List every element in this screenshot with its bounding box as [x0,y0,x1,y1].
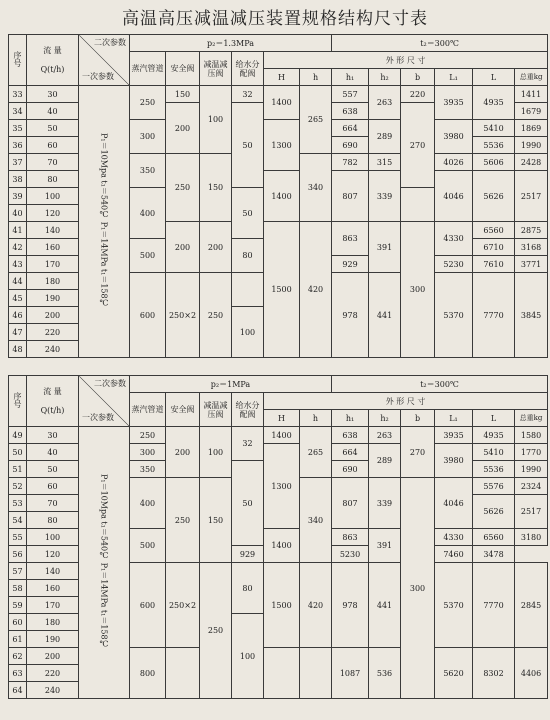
flow-cell: 50 [27,120,79,137]
L1-cell: 4046 [435,478,473,529]
feedwater-valve-cell: 50 [232,103,264,188]
H-cell: 1400 [264,427,300,444]
safety-valve-header: 安全阀 [166,393,200,427]
seq-cell: 57 [9,563,27,580]
flow-cell: 30 [27,86,79,103]
b-cell: 270 [401,427,435,478]
L-cell: 5536 [473,137,515,154]
seq-cell: 45 [9,290,27,307]
seq-cell: 35 [9,120,27,137]
L1-cell: 3935 [435,427,473,444]
h-cell: 340 [300,478,332,563]
feedwater-valve-cell: 80 [232,563,264,614]
h1-cell: 557 [332,86,369,103]
h1-cell: 807 [332,171,369,222]
primary-params-cell: P₁＝10Mpa t₁＝540℃ P₁＝14MPa t₁＝158℃ [79,86,130,358]
seq-cell: 40 [9,205,27,222]
seq-cell: 34 [9,103,27,120]
seq-cell: 59 [9,597,27,614]
h2-header: h₂ [369,69,401,86]
L-cell: 4935 [473,86,515,120]
seq-cell: 60 [9,614,27,631]
L-cell: 5536 [473,461,515,478]
h1-cell: 638 [332,103,369,120]
steam-pipe-cell: 350 [130,461,166,478]
L1-cell: 4330 [435,529,473,546]
weight-cell: 1411 [515,86,548,103]
outline-dims-header: 外 形 尺 寸 [264,52,548,69]
weight-header: 总重kg [515,69,548,86]
L-cell: 5626 [473,171,515,222]
L-cell: 4935 [473,427,515,444]
seq-cell: 64 [9,682,27,699]
flow-cell: 170 [27,256,79,273]
weight-cell: 2875 [515,222,548,239]
L-cell: 5606 [473,154,515,171]
L-cell: 7770 [473,273,515,358]
b-header: b [401,410,435,427]
steam-pipe-cell: 600 [130,273,166,358]
seq-cell: 62 [9,648,27,665]
h1-cell: 1087 [332,648,369,699]
p2-condition: p₂＝1.3MPa [130,35,332,52]
seq-cell: 41 [9,222,27,239]
L-cell: 5576 [473,478,515,495]
weight-cell: 2517 [515,171,548,222]
weight-cell: 2324 [515,478,548,495]
steam-pipe-header: 蒸汽管道 [130,393,166,427]
weight-cell: 2845 [515,563,548,648]
flow-cell: 80 [27,171,79,188]
flow-cell: 180 [27,273,79,290]
page-title: 高温高压减温减压装置规格结构尺寸表 [122,9,428,29]
H-header: H [264,410,300,427]
reducing-valve-header: 减温减压阀 [200,52,232,86]
flow-cell: 220 [27,665,79,682]
params-diagonal-header: 二次参数 一次参数 [79,376,130,427]
flow-cell: 190 [27,631,79,648]
seq-cell: 52 [9,478,27,495]
L-cell: 7460 [435,546,473,563]
weight-cell: 1679 [515,103,548,120]
h2-cell: 441 [369,563,401,648]
steam-pipe-cell: 300 [130,444,166,461]
h1-cell: 690 [332,461,369,478]
H-cell: 1300 [264,120,300,171]
seq-cell: 48 [9,341,27,358]
flow-cell: 100 [27,188,79,205]
L1-cell: 5230 [435,256,473,273]
h1-cell: 638 [332,427,369,444]
seq-cell: 46 [9,307,27,324]
feedwater-valve-cell: 50 [232,188,264,239]
seq-cell: 38 [9,171,27,188]
b-header: b [401,69,435,86]
L1-cell: 3980 [435,444,473,478]
weight-cell: 3771 [515,256,548,273]
H-header: H [264,69,300,86]
flow-cell: 70 [27,495,79,512]
L1-cell: 5620 [435,648,473,699]
h1-cell: 807 [332,478,369,529]
flow-header: 流 量 Q(t/h) [27,35,79,86]
flow-cell: 200 [27,307,79,324]
L1-cell: 3980 [435,120,473,154]
seq-header: 序号 [9,376,27,427]
steam-pipe-cell: 400 [130,188,166,239]
flow-cell: 40 [27,103,79,120]
flow-cell: 60 [27,478,79,495]
h2-cell: 536 [369,648,401,699]
flow-cell: 140 [27,563,79,580]
L1-cell: 4046 [435,171,473,222]
h1-cell: 664 [332,444,369,461]
outline-dims-header: 外 形 尺 寸 [264,393,548,410]
flow-cell: 40 [27,444,79,461]
reducing-valve-cell: 250 [200,563,232,699]
h1-cell: 929 [232,546,264,563]
reducing-valve-cell: 100 [200,86,232,154]
seq-cell: 61 [9,631,27,648]
h-header: h [300,410,332,427]
flow-cell: 240 [27,682,79,699]
h-cell: 420 [300,563,332,648]
flow-cell: 240 [27,341,79,358]
feedwater-valve-cell [232,273,264,307]
flow-cell: 30 [27,427,79,444]
L-cell: 5410 [473,444,515,461]
flow-cell: 140 [27,222,79,239]
weight-cell: 1990 [515,461,548,478]
L-cell: 7610 [473,256,515,273]
seq-cell: 33 [9,86,27,103]
feedwater-valve-cell: 50 [232,461,264,546]
reducing-valve-cell: 150 [200,478,232,563]
h1-cell: 863 [332,222,369,256]
safety-valve-cell: 150 [166,86,200,103]
h2-cell: 339 [369,171,401,222]
flow-cell: 80 [27,512,79,529]
steam-pipe-cell: 500 [130,239,166,273]
h1-cell: 978 [332,273,369,358]
feedwater-valve-cell: 80 [232,239,264,273]
b-cell: 300 [401,478,435,699]
flow-cell: 60 [27,137,79,154]
seq-cell: 53 [9,495,27,512]
seq-cell: 63 [9,665,27,682]
params-diagonal-header: 二次参数 一次参数 [79,35,130,86]
seq-cell: 55 [9,529,27,546]
seq-cell: 47 [9,324,27,341]
seq-header: 序号 [9,35,27,86]
feedwater-valve-header: 给水分配阀 [232,393,264,427]
safety-valve-cell [166,648,200,699]
seq-cell: 44 [9,273,27,290]
feedwater-valve-cell: 32 [232,427,264,461]
h-cell: 265 [300,427,332,478]
h2-cell: 391 [369,529,401,563]
seq-cell: 37 [9,154,27,171]
flow-cell: 160 [27,239,79,256]
H-cell: 1300 [264,444,300,529]
L-header: L [473,410,515,427]
feedwater-valve-cell: 100 [232,614,264,699]
flow-cell: 190 [27,290,79,307]
steam-pipe-cell: 600 [130,563,166,648]
seq-cell: 56 [9,546,27,563]
safety-valve-header: 安全阀 [166,52,200,86]
t2-condition: t₂＝300℃ [332,376,548,393]
H-cell: 1500 [264,563,300,648]
weight-cell: 1990 [515,137,548,154]
seq-cell: 36 [9,137,27,154]
h2-cell: 391 [369,222,401,273]
b-cell: 300 [401,222,435,358]
L1-header: L₁ [435,410,473,427]
h2-cell: 289 [369,120,401,154]
h2-cell: 441 [369,273,401,358]
primary-params-cell: P₁＝10Mpa t₁＝540℃ P₁＝14MPa t₁＝158℃ [79,427,130,699]
safety-valve-cell: 250 [166,154,200,222]
flow-cell: 120 [27,205,79,222]
steam-pipe-header: 蒸汽管道 [130,52,166,86]
t2-condition: t₂＝300℃ [332,35,548,52]
flow-cell: 200 [27,648,79,665]
steam-pipe-cell: 400 [130,478,166,529]
h1-cell: 978 [332,563,369,648]
seq-cell: 39 [9,188,27,205]
spec-table-1 [8,34,548,358]
p2-condition: p₂＝1MPa [130,376,332,393]
weight-cell: 3845 [515,273,548,358]
steam-pipe-cell: 300 [130,120,166,154]
h1-cell: 690 [332,137,369,154]
flow-cell: 180 [27,614,79,631]
L-cell: 5410 [473,120,515,137]
flow-cell: 160 [27,580,79,597]
L1-cell: 3935 [435,86,473,120]
flow-header: 流 量 Q(t/h) [27,376,79,427]
H-cell: 1500 [264,222,300,358]
seq-cell: 43 [9,256,27,273]
b-cell: 220 [401,86,435,103]
L1-cell: 5230 [332,546,369,563]
weight-cell: 3168 [515,239,548,256]
seq-cell: 49 [9,427,27,444]
h2-header: h₂ [369,410,401,427]
h2-cell: 339 [369,478,401,529]
feedwater-valve-cell: 32 [232,86,264,103]
weight-cell: 3180 [515,529,548,546]
reducing-valve-cell: 200 [200,222,232,273]
steam-pipe-cell: 800 [130,648,166,699]
reducing-valve-cell: 250 [200,273,232,358]
safety-valve-cell: 200 [166,103,200,154]
flow-cell: 170 [27,597,79,614]
safety-valve-cell: 250×2 [166,273,200,358]
H-cell [264,648,300,699]
L-cell: 6560 [473,529,515,546]
seq-cell: 54 [9,512,27,529]
reducing-valve-cell: 100 [200,427,232,478]
seq-cell: 50 [9,444,27,461]
feedwater-valve-header: 给水分配阀 [232,52,264,86]
seq-cell: 51 [9,461,27,478]
reducing-valve-header: 减温减压阀 [200,393,232,427]
L1-cell: 4026 [435,154,473,171]
h1-cell: 863 [332,529,369,546]
h-cell [300,648,332,699]
h-header: h [300,69,332,86]
L-cell: 8302 [473,648,515,699]
flow-cell: 50 [27,461,79,478]
seq-cell: 58 [9,580,27,597]
safety-valve-cell: 200 [166,222,200,273]
weight-cell: 4406 [515,648,548,699]
steam-pipe-cell: 350 [130,154,166,188]
weight-cell: 1580 [515,427,548,444]
feedwater-valve-cell: 100 [232,307,264,358]
L1-header: L₁ [435,69,473,86]
h1-cell: 929 [332,256,369,273]
h-cell: 340 [300,154,332,222]
h1-header: h₁ [332,69,369,86]
flow-cell: 220 [27,324,79,341]
h1-cell: 664 [332,120,369,137]
weight-cell: 3478 [473,546,515,563]
L-cell: 7770 [473,563,515,648]
L-cell: 5626 [473,495,515,529]
h-cell: 265 [300,86,332,154]
h2-cell: 315 [369,154,401,171]
seq-cell: 42 [9,239,27,256]
flow-cell: 70 [27,154,79,171]
h2-cell: 263 [369,427,401,444]
L1-cell: 4330 [435,222,473,256]
safety-valve-cell: 250 [166,478,200,563]
h2-cell: 263 [369,86,401,120]
weight-cell: 2517 [515,495,548,529]
flow-cell: 120 [27,546,79,563]
H-cell: 1400 [264,171,300,222]
h1-header: h₁ [332,410,369,427]
h2-cell: 289 [369,444,401,478]
weight-cell: 1869 [515,120,548,137]
h1-cell: 782 [332,154,369,171]
L1-cell: 5370 [435,563,473,648]
H-cell: 1400 [264,86,300,120]
steam-pipe-cell: 250 [130,427,166,444]
L-cell: 6560 [473,222,515,239]
weight-header: 总重kg [515,410,548,427]
reducing-valve-cell: 150 [200,154,232,222]
L-header: L [473,69,515,86]
h-cell: 420 [300,222,332,358]
H-cell: 1400 [264,529,300,563]
L-cell: 6710 [473,239,515,256]
weight-cell: 1770 [515,444,548,461]
steam-pipe-cell: 500 [130,529,166,563]
b-cell: 270 [401,103,435,188]
spec-table-2 [8,375,548,699]
weight-cell: 2428 [515,154,548,171]
flow-cell: 100 [27,529,79,546]
safety-valve-cell: 200 [166,427,200,478]
steam-pipe-cell: 250 [130,86,166,120]
L1-cell: 5370 [435,273,473,358]
safety-valve-cell: 250×2 [166,563,200,648]
